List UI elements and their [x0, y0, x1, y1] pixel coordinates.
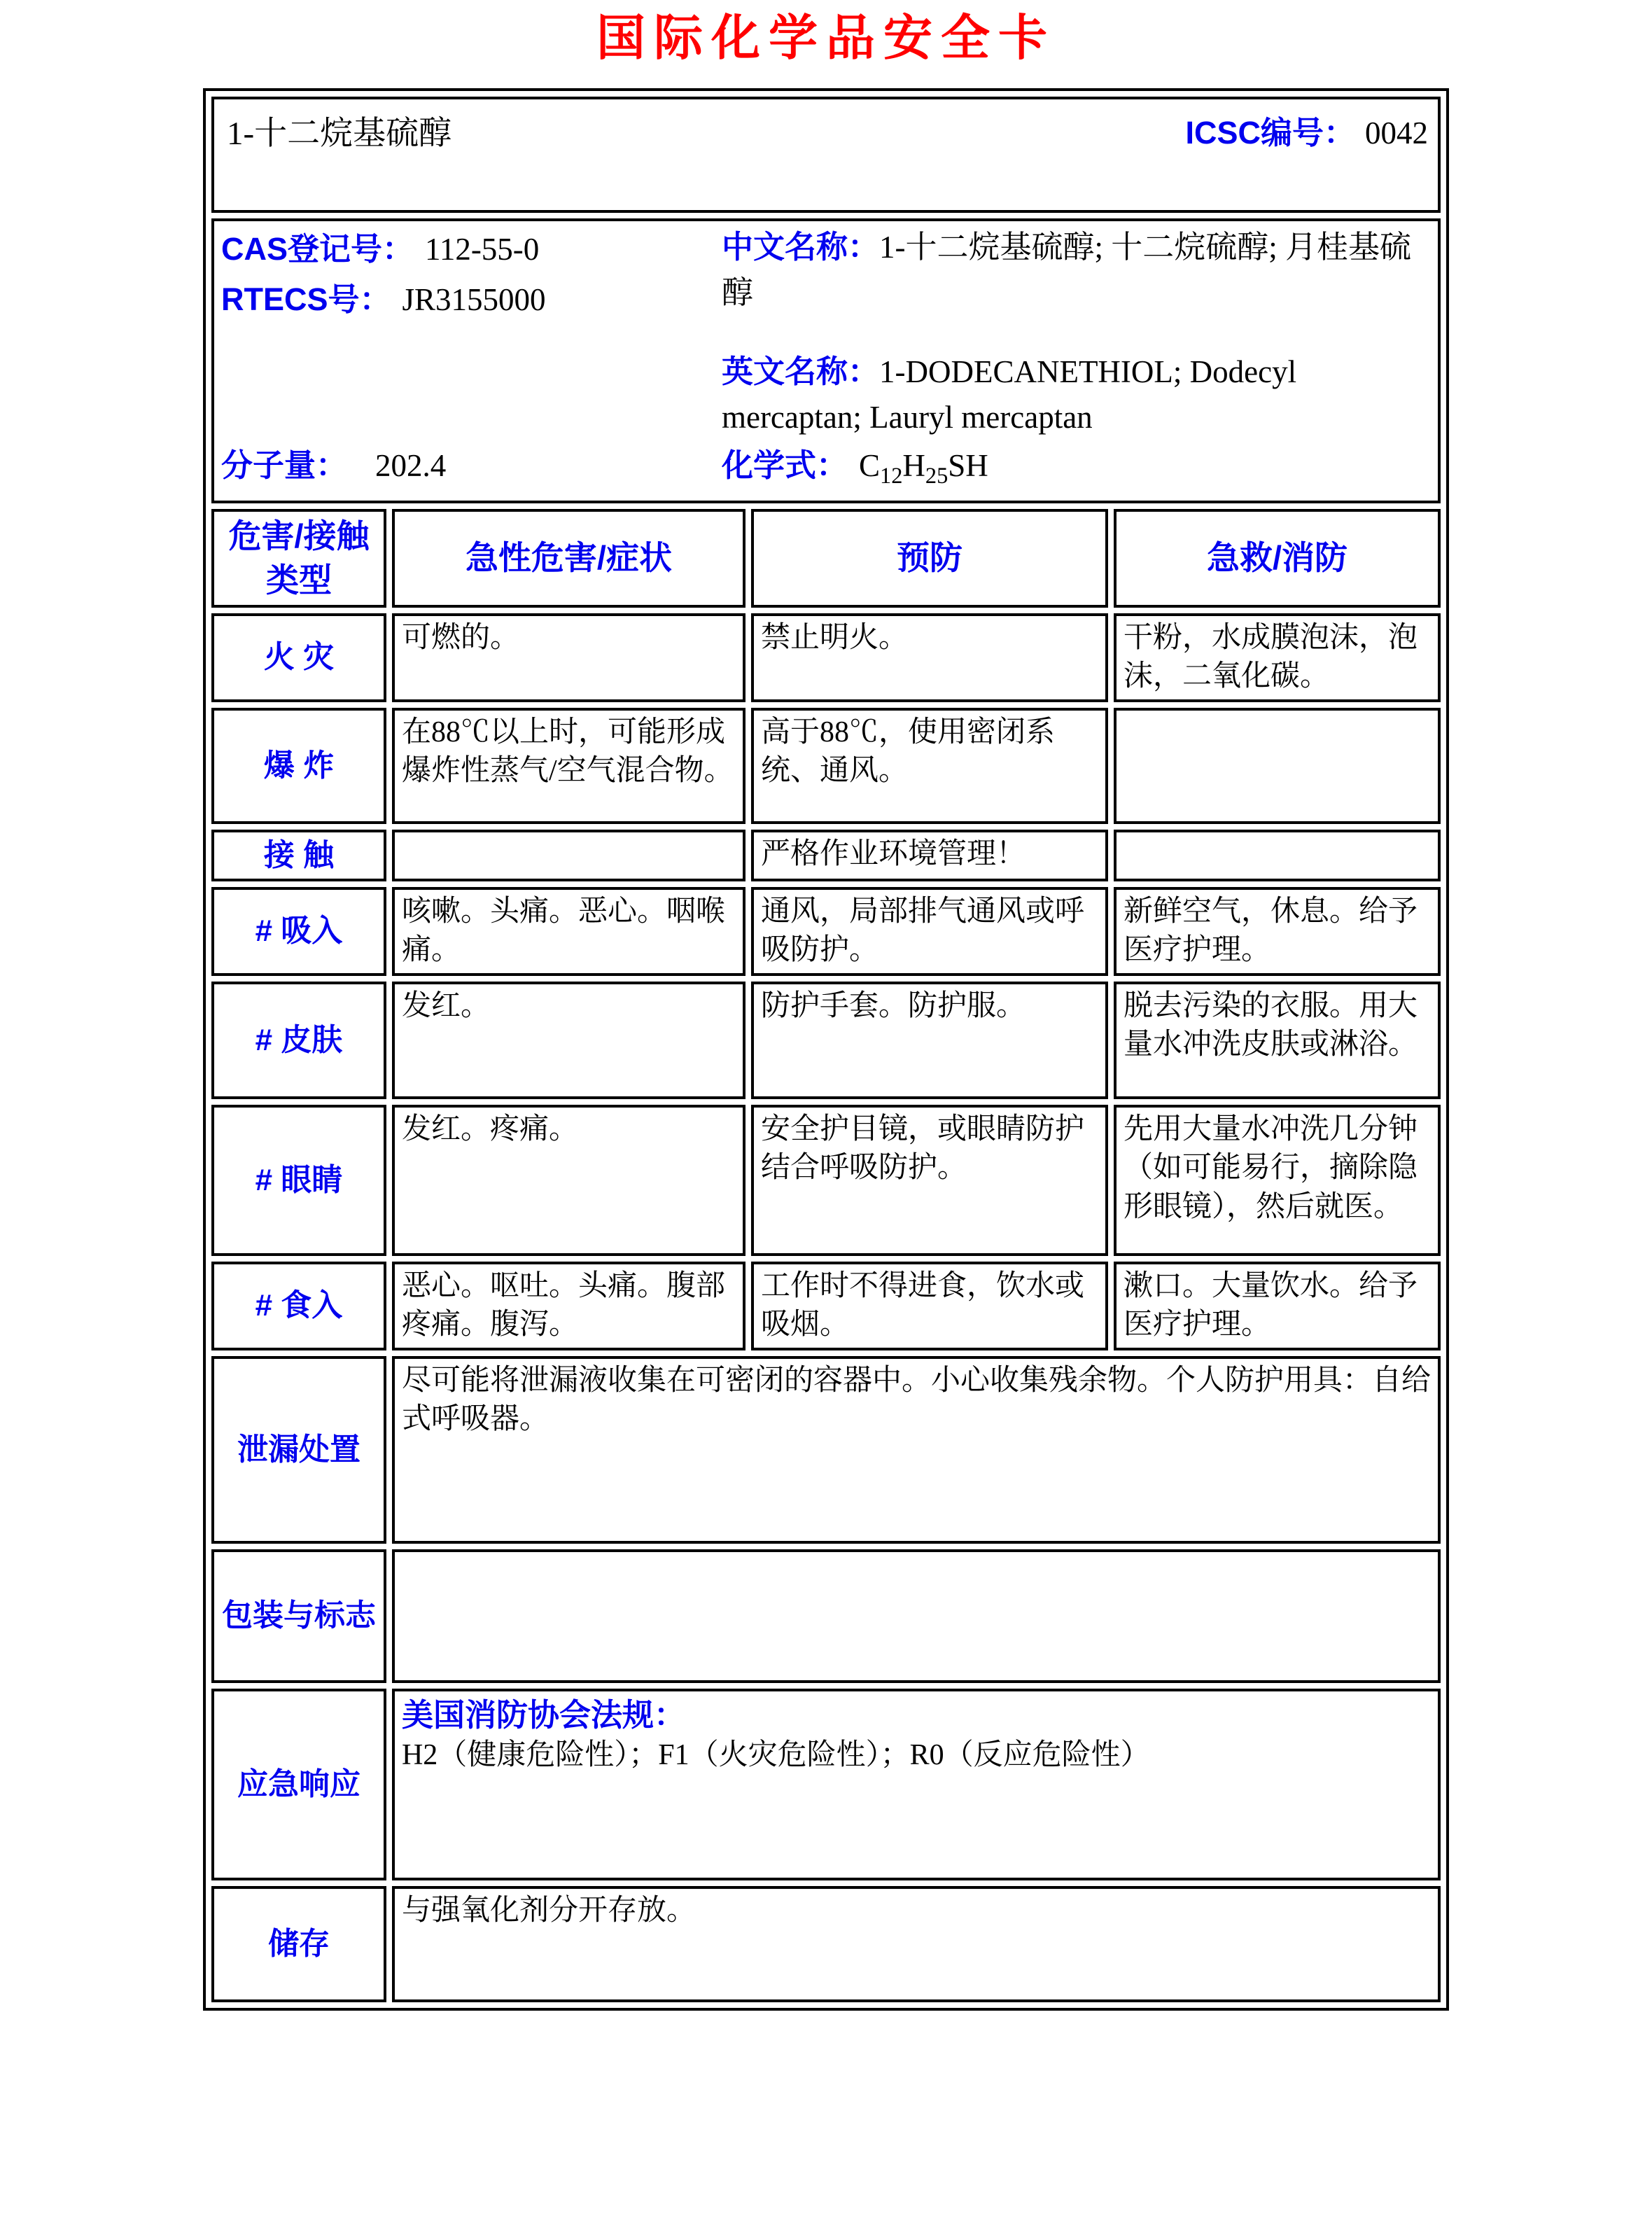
row-packaging [211, 1549, 1441, 1683]
row-storage-label: 储存 [211, 1886, 386, 2002]
eyes-prevention: 安全护目镜，或眼睛防护结合呼吸防护。 [751, 1105, 1108, 1256]
cas-line [221, 224, 722, 274]
row-storage [211, 1886, 1441, 2002]
row-inhalation-label: # 吸入 [211, 887, 386, 976]
registry-numbers [221, 224, 722, 440]
mw-label: 分子量： [220, 447, 347, 483]
header-hazard-type: 危害/接触 类型 [211, 509, 386, 608]
rtecs-line [221, 274, 722, 325]
cn-name-line [722, 224, 1431, 316]
ingestion-prevention: 工作时不得进食，饮水或吸烟。 [751, 1262, 1108, 1350]
row-fire [211, 613, 1441, 702]
inhalation-response: 新鲜空气，休息。给予医疗护理。 [1114, 887, 1441, 976]
safety-card-table [203, 88, 1449, 2011]
inhalation-symptoms: 咳嗽。头痛。恶心。咽喉痛。 [392, 887, 746, 976]
identity-row [211, 218, 1441, 503]
rtecs-label: RTECS号： [220, 281, 391, 317]
nfpa-code-label: 美国消防协会法规： [401, 1696, 685, 1733]
ingestion-symptoms: 恶心。呕吐。头痛。腹部疼痛。腹泻。 [392, 1262, 746, 1350]
row-exposure-label: 接 触 [211, 830, 386, 881]
cn-name-label: 中文名称： [721, 229, 879, 265]
eyes-symptoms: 发红。疼痛。 [392, 1105, 746, 1256]
fire-symptoms: 可燃的。 [392, 613, 746, 702]
row-emergency [211, 1689, 1441, 1880]
row-spillage-label: 泄漏处置 [211, 1356, 386, 1544]
eyes-response: 先用大量水冲洗几分钟（如可能易行，摘除隐形眼镜），然后就医。 [1114, 1105, 1441, 1256]
explosion-symptoms: 在88℃以上时，可能形成爆炸性蒸气/空气混合物。 [392, 708, 746, 824]
fire-response: 干粉，水成膜泡沫，泡沫，二氧化碳。 [1114, 613, 1441, 702]
skin-prevention: 防护手套。防护服。 [751, 982, 1108, 1099]
storage-content: 与强氧化剂分开存放。 [392, 1886, 1441, 2002]
icsc-number-group [1186, 112, 1432, 154]
row-skin-label: # 皮肤 [211, 982, 386, 1099]
ingestion-response: 漱口。大量饮水。给予医疗护理。 [1114, 1262, 1441, 1350]
en-name-label: 英文名称： [721, 353, 879, 389]
explosion-prevention: 高于88℃，使用密闭系统、通风。 [751, 708, 1108, 824]
fire-prevention: 禁止明火。 [751, 613, 1108, 702]
header-row [211, 509, 1441, 608]
titlebar-row [211, 97, 1441, 213]
formula-line [722, 440, 1431, 491]
row-fire-label: 火 灾 [211, 613, 386, 702]
molecular-weight-line [221, 440, 722, 491]
row-packaging-label: 包装与标志 [211, 1549, 386, 1683]
icsc-number: 0042 [1365, 116, 1429, 151]
row-ingestion-label: # 食入 [211, 1262, 386, 1350]
row-eyes [211, 1105, 1441, 1256]
identity-top [221, 224, 1431, 440]
row-explosion [211, 708, 1441, 824]
cas-label: CAS登记号： [220, 231, 414, 267]
en-name-line [722, 349, 1431, 441]
header-first-aid: 急救/消防 [1114, 509, 1441, 608]
emergency-content [392, 1689, 1441, 1880]
titlebar [221, 102, 1431, 155]
page-title: 国际化学品安全卡 [596, 11, 1056, 65]
row-spillage [211, 1356, 1441, 1544]
row-explosion-label: 爆 炸 [211, 708, 386, 824]
row-skin [211, 982, 1441, 1099]
exposure-symptoms [392, 830, 746, 881]
row-exposure [211, 830, 1441, 881]
nfpa-code-value: H2（健康危险性）；F1（火灾危险性）；R0（反应危险性） [401, 1739, 1150, 1772]
formula-label: 化学式： [721, 447, 848, 483]
row-ingestion [211, 1262, 1441, 1350]
skin-response: 脱去污染的衣服。用大量水冲洗皮肤或淋浴。 [1114, 982, 1441, 1099]
packaging-content [392, 1549, 1441, 1683]
titlebar-cell [211, 97, 1441, 213]
identity-block [221, 224, 1431, 498]
rtecs-value: JR3155000 [402, 282, 546, 317]
mw-value: 202.4 [374, 448, 447, 483]
cas-value: 112-55-0 [424, 232, 540, 267]
en-name-value: 1-DODECANETHIOL; Dodecyl mercaptan; Lauryl mercaptan [721, 354, 1297, 435]
row-inhalation [211, 887, 1441, 976]
header-symptoms: 急性危害/症状 [392, 509, 746, 608]
skin-symptoms: 发红。 [392, 982, 746, 1099]
row-eyes-label: # 眼睛 [211, 1105, 386, 1256]
identity-cell [211, 218, 1441, 503]
inhalation-prevention: 通风，局部排气通风或呼吸防护。 [751, 887, 1108, 976]
identity-bottom [221, 440, 1431, 498]
chemical-formula: $C_{12}H_{25}SH$ [858, 448, 988, 489]
spillage-content: 尽可能将泄漏液收集在可密闭的容器中。小心收集残余物。个人防护用具：自给式呼吸器。 [392, 1356, 1441, 1544]
exposure-response [1114, 830, 1441, 881]
chemical-name: 1-十二烷基硫醇 [226, 116, 452, 152]
icsc-label: ICSC编号： [1185, 115, 1356, 151]
names [722, 224, 1431, 440]
explosion-response [1114, 708, 1441, 824]
row-emergency-label: 应急响应 [211, 1689, 386, 1880]
header-prevention: 预防 [751, 509, 1108, 608]
cn-name-value: 1-十二烷基硫醇; 十二烷硫醇; 月桂基硫醇 [721, 230, 1411, 311]
exposure-prevention: 严格作业环境管理！ [751, 830, 1108, 881]
